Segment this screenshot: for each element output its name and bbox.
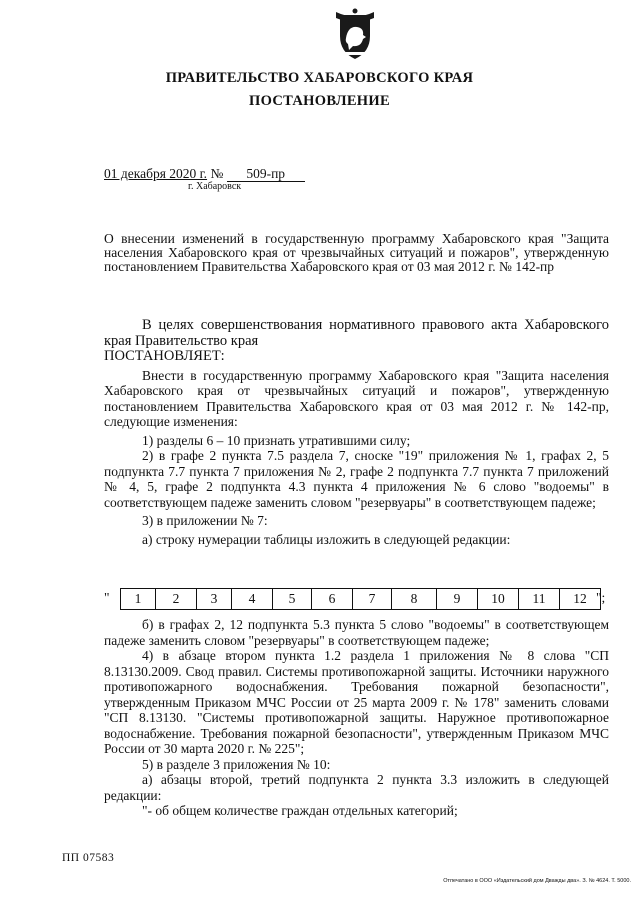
item-4-paragraph: 4) в абзаце втором пункта 1.2 раздела 1 приложения № 8 слова "СП 8.13130.2009. Свод правил. Системы противопожарной защиты. Источники наружного противопожарного водоснабжения. Требования пожарной безопасности", утвержденным Приказом МЧС России от 25 марта 2009 г. № 178" заменить словами "СП 8.13130. "Системы противопожарной защиты. Наружное противопожарное водоснабжение. Требования пожарной безопасности", утвержденным Приказом МЧС России от 30 марта 2020 г. № 225"; (104, 648, 609, 756)
item-5-paragraph: 5) в разделе 3 приложения № 10: (142, 756, 331, 772)
numbering-cell: 12 (560, 589, 601, 610)
numbering-cell: 6 (312, 589, 353, 610)
document-body-continued (104, 617, 609, 819)
document-title: О внесении изменений в государственную программу Хабаровского края "Защита населения Хабаровского края от чрезвычайных ситуаций и пожаров", утвержденную постановлением Правительства Хабаровского края от 03 мая 2012 г. № 142-пр (104, 231, 609, 274)
numbering-cell: 4 (232, 589, 273, 610)
document-code: ПП 07583 (62, 852, 115, 864)
numbering-row (104, 588, 609, 612)
numbering-table-row (121, 589, 601, 610)
item-3b-paragraph: б) в графах 2, 12 подпункта 5.3 пункта 5 слово "водоемы" в соответствующем падеже заменить словом "резервуары" в соответствующем падеже; (104, 617, 609, 648)
item-2-paragraph: 2) в графе 2 пункта 7.5 раздела 7, сноске "19" приложения № 1, графах 2, 5 подпункта 7.7 пункта 7 приложения № 2, графе 2 подпункта 7.7 пункта 7 приложений № 4, 5, графе 2 подпункта 4.3 пункта 4 приложения № 6 слово "водоемы" в соответствующем падеже заменить словом "резервуары" в соответствующем падеже; (104, 448, 609, 510)
numbering-table (120, 588, 601, 610)
numbering-cell: 9 (437, 589, 478, 610)
numbering-cell: 5 (273, 589, 312, 610)
item-1-paragraph: 1) разделы 6 – 10 признать утратившими силу; (142, 432, 411, 448)
numbering-cell: 3 (197, 589, 232, 610)
document-date: 01 декабря 2020 г. (104, 166, 208, 181)
item-3a-paragraph: а) строку нумерации таблицы изложить в следующей редакции: (142, 531, 511, 547)
open-quote: " (104, 590, 110, 605)
coat-of-arms-icon (333, 8, 377, 62)
main-paragraph: Внести в государственную программу Хабаровского края "Защита населения Хабаровского края от чрезвычайных ситуаций и пожаров", утвержденную постановлением Правительства Хабаровского края от 03 мая 2012 г. № 142-пр, следующие изменения: (104, 367, 609, 429)
item-5a-paragraph: а) абзацы второй, третий подпункта 2 пункта 3.3 изложить в следующей редакции: (104, 772, 609, 803)
numbering-cell: 1 (121, 589, 156, 610)
numbering-cell: 8 (392, 589, 437, 610)
quote-paragraph: "- об общем количестве граждан отдельных категорий; (142, 803, 458, 818)
document-city: г. Хабаровск (188, 181, 242, 192)
close-quote: "; (596, 590, 606, 605)
resolves-heading: ПОСТАНОВЛЯЕТ: (104, 348, 225, 364)
numbering-cell: 11 (519, 589, 560, 610)
document-body (104, 318, 609, 547)
government-heading: ПРАВИТЕЛЬСТВО ХАБАРОВСКОГО КРАЯ (165, 70, 474, 86)
item-3-paragraph: 3) в приложении № 7: (142, 513, 268, 528)
printer-imprint: Отпечатано в ООО «Издательский дом Дважды два». З. № 4624. Т. 5000. (443, 878, 631, 884)
numbering-cell: 2 (156, 589, 197, 610)
document-type-heading: ПОСТАНОВЛЕНИЕ (249, 93, 390, 109)
document-number: 509-пр (227, 167, 305, 182)
number-sign: № (210, 166, 224, 181)
numbering-cell: 10 (478, 589, 519, 610)
document-date-line (104, 166, 305, 182)
preamble-paragraph: В целях совершенствования нормативного правового акта Хабаровского края Правительство края (104, 317, 609, 349)
numbering-cell: 7 (353, 589, 392, 610)
